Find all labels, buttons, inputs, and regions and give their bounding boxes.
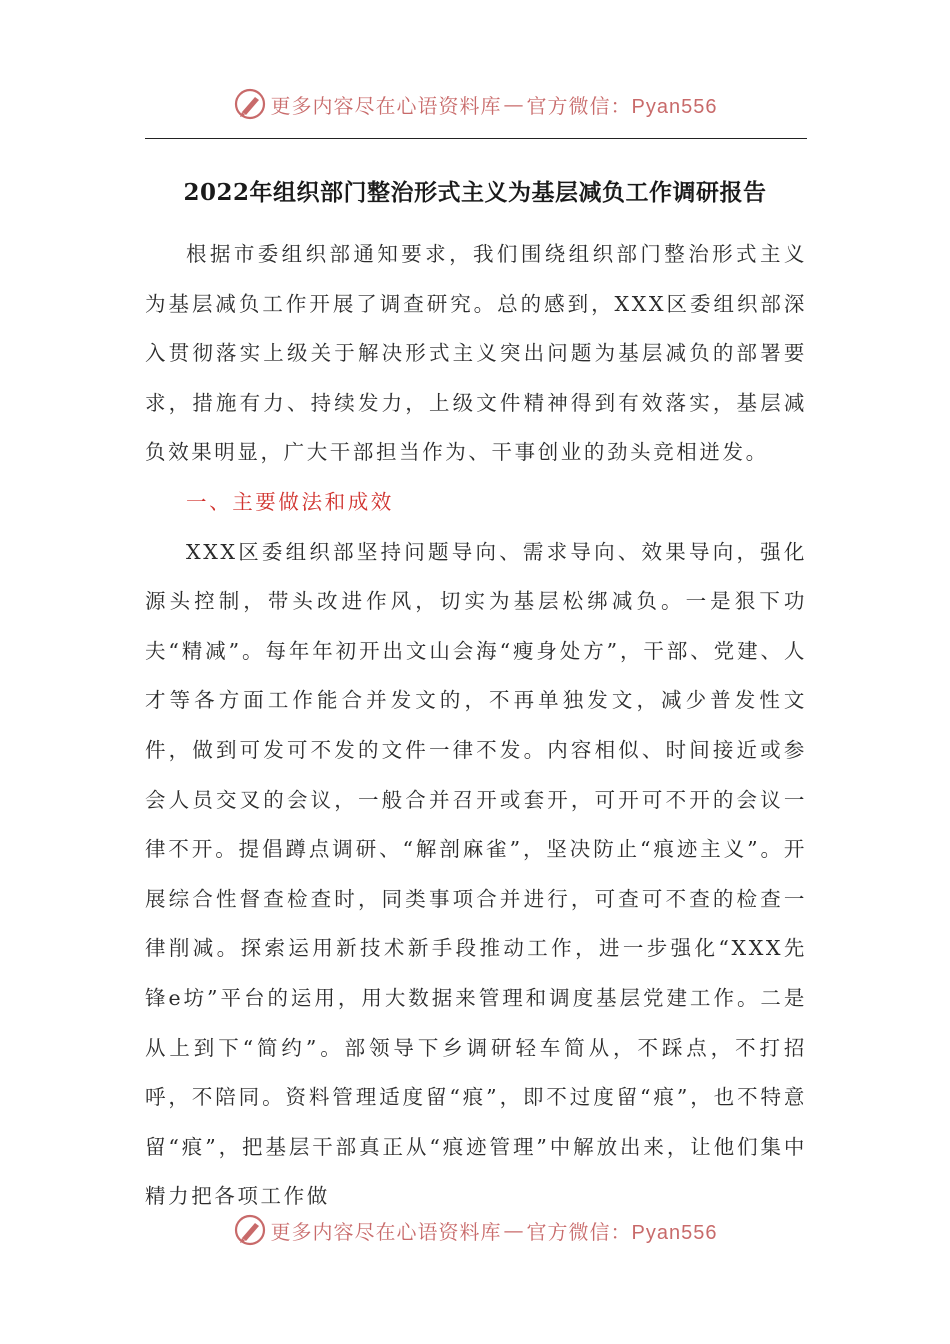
footer-watermark-banner: [0, 1210, 950, 1250]
header-banner-text: 更多内容尽在心语资料库: [270, 93, 502, 118]
footer-banner-dash: —: [503, 1218, 525, 1242]
footer-banner-text: 更多内容尽在心语资料库: [270, 1219, 502, 1244]
header-banner-wechat: 官方微信：Pyan556: [526, 95, 718, 118]
document-title: 2022年组织部门整治形式主义为基层减负工作调研报告: [183, 179, 767, 206]
document-body: [145, 230, 807, 1222]
body-paragraph: 根据市委组织部通知要求，我们围绕组织部门整治形式主义为基层减负工作开展了调查研究。总的感到，XXX区委组织部深入贯彻落实上级关于解决形式主义突出问题为基层减负的部署要求，措施有力、持续发力，上级文件精神得到有效落实，基层减负效果明显，广大干部担当作为、干事创业的劲头竞相迸发。: [145, 242, 807, 465]
body-paragraph: XXX区委组织部坚持问题导向、需求导向、效果导向，强化源头控制，带头改进作风，切实为基层松绑减负。一是狠下功夫“精减”。每年年初开出文山会海“瘦身处方”，干部、党建、人才等各方面工作能合并发文的，不再单独发文，减少普发性文件，做到可发可不发的文件一律不发。内容相似、时间接近或参会人员交叉的会议，一般合并召开或套开，可开可不开的会议一律不开。提倡蹲点调研、“解剖麻雀”，坚决防止“痕迹主义”。开展综合性督查检查时，同类事项合并进行，可查可不查的检查一律削减。探索运用新技术新手段推动工作，进一步强化“XXX先锋e坊”平台的运用，用大数据来管理和调度基层党建工作。二是从上到下“简约”。部领导下乡调研轻车简从，不踩点，不打招呼，不陪同。资料管理适度留“痕”，即不过度留“痕”，也不特意留“痕”，把基层干部真正从“痕迹管理”中解放出来，让他们集中精力把各项工作做: [145, 539, 807, 1209]
footer-banner-wechat: 官方微信：Pyan556: [526, 1221, 718, 1244]
header-watermark-banner: [0, 84, 950, 124]
header-divider: [145, 138, 807, 139]
section-heading: 一、主要做法和成效: [186, 489, 394, 514]
pen-logo-icon: [233, 87, 267, 121]
header-banner-dash: —: [503, 92, 525, 116]
pen-logo-icon: [233, 1213, 267, 1247]
